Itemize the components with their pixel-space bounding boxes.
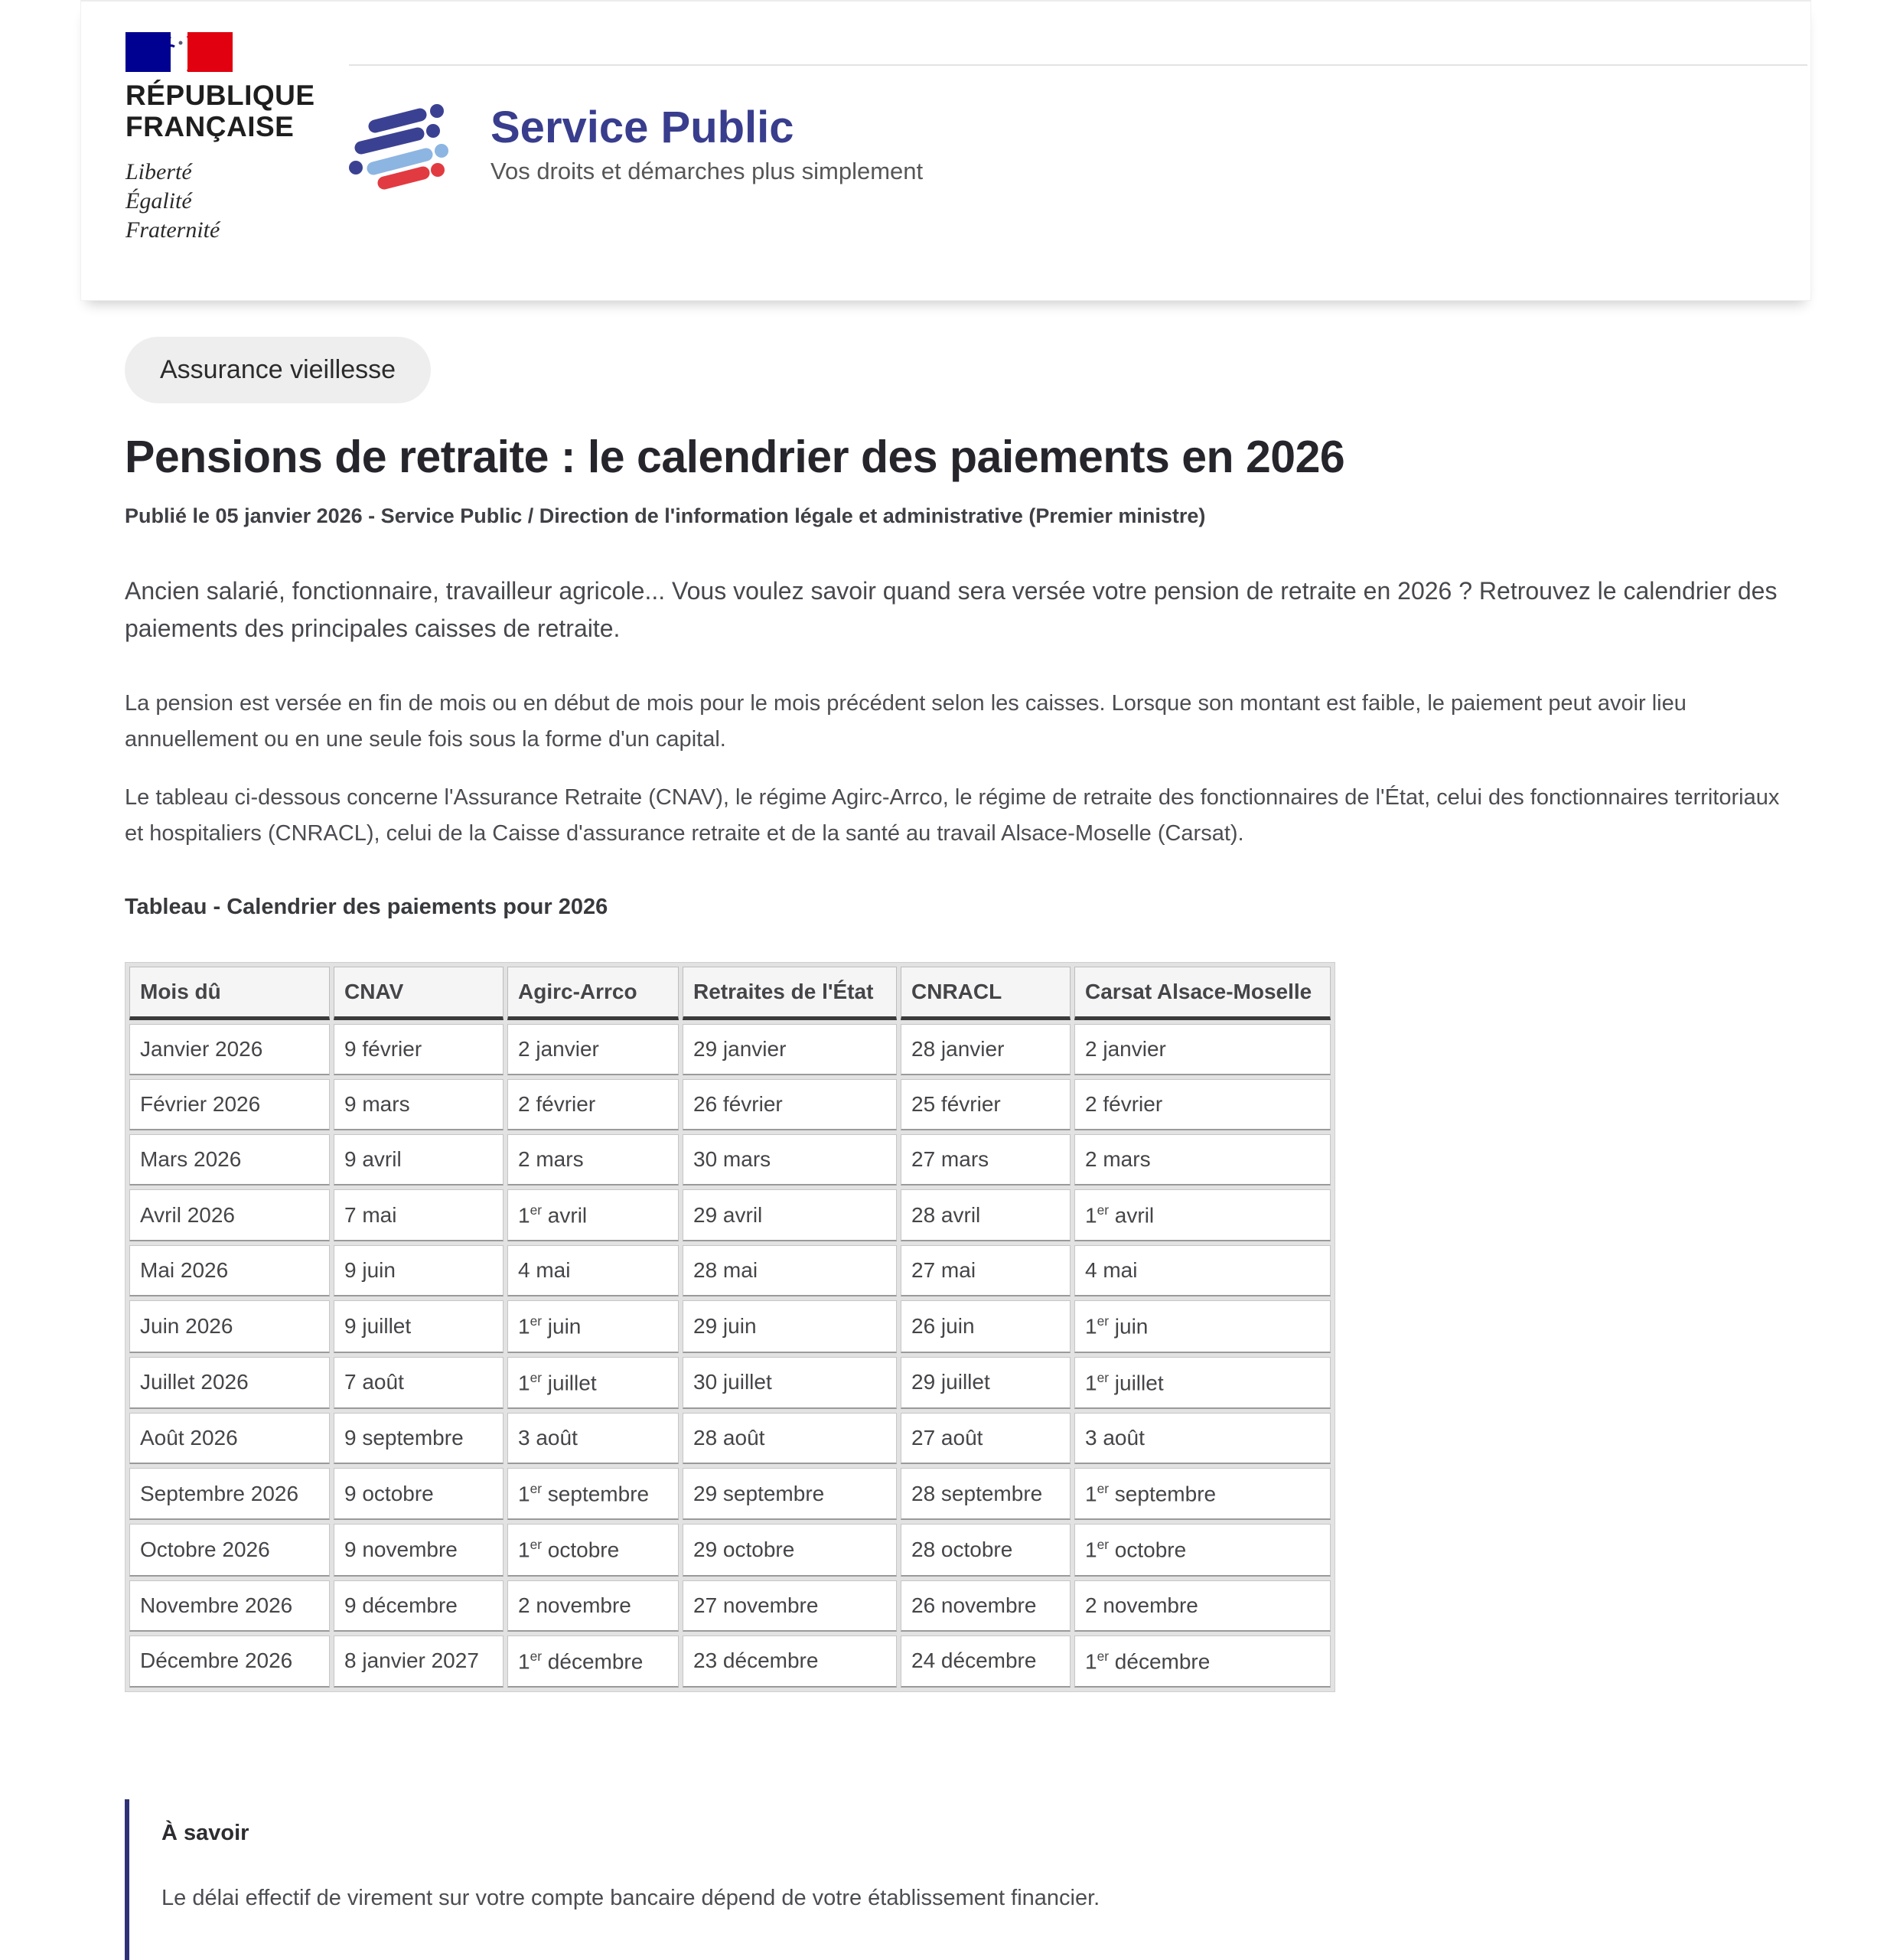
table-cell: 23 décembre: [683, 1636, 897, 1688]
theme-tag-pill[interactable]: Assurance vieillesse: [125, 337, 431, 403]
table-cell: 26 février: [683, 1079, 897, 1130]
table-cell: 1er décembre: [507, 1636, 679, 1688]
article-paragraph: La pension est versée en fin de mois ou en début de mois pour le mois précédent selon les caisses. Lorsque son montant est faible, le paiement peut avoir lieu annuellement ou en une seule fois sous la forme d'un capital.: [125, 691, 1687, 752]
table-cell: 4 mai: [1074, 1245, 1331, 1296]
table-cell: 27 août: [901, 1413, 1071, 1464]
table-cell: 1er décembre: [1074, 1636, 1331, 1688]
service-public-logo[interactable]: [349, 99, 923, 190]
table-body: [129, 1024, 1331, 1688]
republique-name: [125, 80, 315, 142]
motto-line: Fraternité: [125, 217, 220, 243]
table-cell: 30 juillet: [683, 1357, 897, 1409]
table-cell: Janvier 2026: [129, 1024, 330, 1075]
french-flag-marianne-icon: [125, 32, 233, 72]
table-cell: 28 avril: [901, 1189, 1071, 1241]
table-cell: 9 octobre: [334, 1468, 504, 1520]
table-cell: 9 février: [334, 1024, 504, 1075]
republique-name-line1: RÉPUBLIQUE: [125, 80, 315, 111]
table-cell: 1er octobre: [1074, 1524, 1331, 1576]
table-header-cell: Mois dû: [129, 967, 330, 1020]
table-cell: 9 septembre: [334, 1413, 504, 1464]
service-public-wordmark: [490, 104, 923, 185]
table-cell: 28 août: [683, 1413, 897, 1464]
table-cell: 2 février: [507, 1079, 679, 1130]
service-public-logo-icon: [349, 99, 468, 190]
table-cell: 28 mai: [683, 1245, 897, 1296]
table-cell: Mars 2026: [129, 1134, 330, 1185]
table-row: [129, 1580, 1331, 1632]
table-cell: 1er juillet: [507, 1357, 679, 1409]
table-cell: 1er avril: [1074, 1189, 1331, 1241]
table-cell: 1er septembre: [507, 1468, 679, 1520]
callout-title: À savoir: [161, 1820, 249, 1845]
table-cell: 7 mai: [334, 1189, 504, 1241]
table-row: [129, 1524, 1331, 1576]
table-cell: 28 octobre: [901, 1524, 1071, 1576]
motto-line: Égalité: [125, 188, 192, 214]
table-cell: 1er juin: [1074, 1300, 1331, 1352]
table-cell: 9 novembre: [334, 1524, 504, 1576]
article-content: [125, 302, 1816, 1960]
table-cell: 2 mars: [507, 1134, 679, 1185]
service-public-tagline: Vos droits et démarches plus simplement: [490, 158, 924, 184]
table-caption: Tableau - Calendrier des paiements pour 2026: [125, 895, 608, 919]
table-cell: Novembre 2026: [129, 1580, 330, 1632]
table-cell: Décembre 2026: [129, 1636, 330, 1688]
table-cell: Août 2026: [129, 1413, 330, 1464]
table-cell: 8 janvier 2027: [334, 1636, 504, 1688]
table-cell: 28 septembre: [901, 1468, 1071, 1520]
table-cell: Février 2026: [129, 1079, 330, 1130]
table-row: [129, 1134, 1331, 1185]
table-header-row: [129, 967, 1331, 1020]
table-cell: 27 novembre: [683, 1580, 897, 1632]
table-cell: 9 juin: [334, 1245, 504, 1296]
table-cell: 9 mars: [334, 1079, 504, 1130]
table-row: [129, 1245, 1331, 1296]
table-row: [129, 1024, 1331, 1075]
table-cell: Avril 2026: [129, 1189, 330, 1241]
republique-francaise-logo[interactable]: [125, 32, 315, 245]
table-header-cell: CNAV: [334, 967, 504, 1020]
republique-name-line2: FRANÇAISE: [125, 111, 295, 142]
table-cell: 29 juin: [683, 1300, 897, 1352]
table-cell: 29 juillet: [901, 1357, 1071, 1409]
table-cell: 1er juillet: [1074, 1357, 1331, 1409]
table-header-cell: CNRACL: [901, 967, 1071, 1020]
table-cell: 2 novembre: [507, 1580, 679, 1632]
table-row: [129, 1300, 1331, 1352]
table-head: [129, 967, 1331, 1020]
republique-motto: [125, 158, 315, 245]
article-intro: Ancien salarié, fonctionnaire, travailleur agricole... Vous voulez savoir quand sera versée votre pension de retraite en 2026 ? Retrouvez le calendrier des paiements des principales caisses de retraite.: [125, 577, 1778, 642]
masthead-divider: [349, 64, 1807, 66]
table-cell: 25 février: [901, 1079, 1071, 1130]
table-cell: 2 janvier: [1074, 1024, 1331, 1075]
table-cell: 24 décembre: [901, 1636, 1071, 1688]
table-row: [129, 1189, 1331, 1241]
table-cell: 27 mars: [901, 1134, 1071, 1185]
table-cell: 9 avril: [334, 1134, 504, 1185]
page-title: Pensions de retraite : le calendrier des paiements en 2026: [125, 432, 1345, 482]
table-cell: Juin 2026: [129, 1300, 330, 1352]
table-cell: 30 mars: [683, 1134, 897, 1185]
callout-text: Le délai effectif de virement sur votre compte bancaire dépend de votre établissement financier.: [161, 1885, 1100, 1910]
table-cell: 28 janvier: [901, 1024, 1071, 1075]
table-cell: 9 décembre: [334, 1580, 504, 1632]
table-cell: 29 janvier: [683, 1024, 897, 1075]
table-cell: 7 août: [334, 1357, 504, 1409]
table-row: [129, 1357, 1331, 1409]
table-cell: Septembre 2026: [129, 1468, 330, 1520]
payments-calendar-table: [125, 962, 1335, 1692]
table-cell: 3 août: [507, 1413, 679, 1464]
motto-line: Liberté: [125, 159, 192, 184]
table-cell: Juillet 2026: [129, 1357, 330, 1409]
table-row: [129, 1413, 1331, 1464]
table-cell: Mai 2026: [129, 1245, 330, 1296]
table-cell: 1er juin: [507, 1300, 679, 1352]
table-row: [129, 1468, 1331, 1520]
table-cell: 29 octobre: [683, 1524, 897, 1576]
masthead: [80, 0, 1811, 301]
table-cell: 26 juin: [901, 1300, 1071, 1352]
table-cell: Octobre 2026: [129, 1524, 330, 1576]
article-paragraph: Le tableau ci-dessous concerne l'Assurance Retraite (CNAV), le régime Agirc-Arrco, le régime de retraite des fonctionnaires de l'État, celui des fonctionnaires territoriaux et hospitaliers (CNRACL), celui de la Caisse d'assurance retraite et de la santé au travail Alsace-Moselle (Carsat).: [125, 785, 1780, 846]
table-cell: 27 mai: [901, 1245, 1071, 1296]
table-cell: 1er octobre: [507, 1524, 679, 1576]
table-row: [129, 1079, 1331, 1130]
table-header-cell: Agirc-Arrco: [507, 967, 679, 1020]
table-cell: 2 mars: [1074, 1134, 1331, 1185]
table-cell: 3 août: [1074, 1413, 1331, 1464]
published-line: Publié le 05 janvier 2026 - Service Public / Direction de l'information légale et administrative (Premier ministre): [125, 504, 1206, 527]
table-row: [129, 1636, 1331, 1688]
table-cell: 29 avril: [683, 1189, 897, 1241]
table-cell: 29 septembre: [683, 1468, 897, 1520]
a-savoir-callout: [125, 1799, 1816, 1960]
table-cell: 2 novembre: [1074, 1580, 1331, 1632]
table-header-cell: Carsat Alsace-Moselle: [1074, 967, 1331, 1020]
table-cell: 26 novembre: [901, 1580, 1071, 1632]
table-cell: 1er avril: [507, 1189, 679, 1241]
table-header-cell: Retraites de l'État: [683, 967, 897, 1020]
table-cell: 9 juillet: [334, 1300, 504, 1352]
table-cell: 4 mai: [507, 1245, 679, 1296]
table-cell: 2 janvier: [507, 1024, 679, 1075]
table-cell: 2 février: [1074, 1079, 1331, 1130]
table-cell: 1er septembre: [1074, 1468, 1331, 1520]
service-public-name: Service Public: [490, 103, 794, 152]
